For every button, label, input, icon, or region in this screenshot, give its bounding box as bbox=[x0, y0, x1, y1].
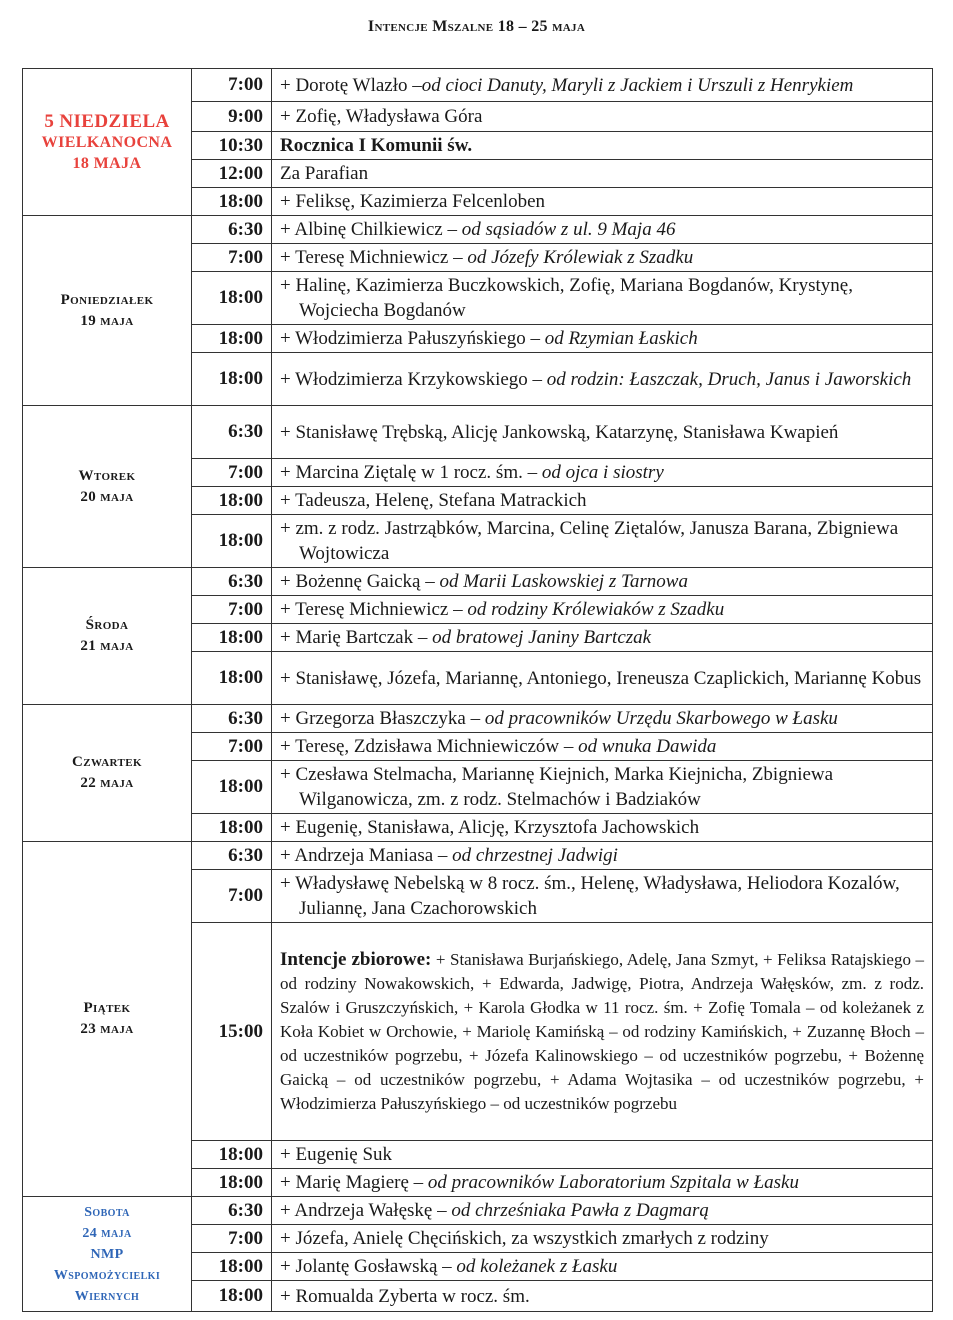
mass-time: 18:00 bbox=[192, 325, 272, 353]
mass-time: 6:30 bbox=[192, 568, 272, 596]
intention-text bbox=[272, 923, 933, 1141]
intention-requester: – od ojca i siostry bbox=[527, 462, 664, 483]
intention-for: + Zofię, Władysława Góra bbox=[280, 106, 483, 127]
mass-time: 18:00 bbox=[192, 624, 272, 652]
intention-for: + Marcina Ziętalę w 1 rocz. śm. bbox=[280, 462, 528, 483]
mass-time: 7:00 bbox=[192, 733, 272, 761]
intention-requester: – od koleżanek z Łasku bbox=[442, 1256, 618, 1277]
day-label-line: 19 maja bbox=[80, 312, 134, 329]
intention-text bbox=[272, 406, 933, 459]
table-row bbox=[23, 1197, 933, 1225]
intention-text bbox=[272, 1253, 933, 1281]
intention-for: + Władysławę Nebelską w 8 rocz. śm., Helenę, Władysława, Heliodora Kozalów, Juliannę, Jana Czachorowskich bbox=[280, 873, 900, 919]
intention-content bbox=[280, 161, 926, 186]
intention-text bbox=[272, 69, 933, 102]
table-row bbox=[23, 842, 933, 870]
intention-content bbox=[280, 273, 926, 323]
day-label-line: 5 NIEDZIELA bbox=[44, 110, 170, 132]
mass-time: 18:00 bbox=[192, 515, 272, 568]
intention-for: + Romualda Zyberta w rocz. śm. bbox=[280, 1285, 530, 1307]
table-row bbox=[23, 216, 933, 244]
day-label-line: NMP bbox=[90, 1246, 124, 1262]
intention-requester: – od sąsiadów z ul. 9 Maja 46 bbox=[447, 219, 676, 240]
day-label-cell bbox=[23, 705, 192, 842]
mass-time: 7:00 bbox=[192, 596, 272, 624]
intention-for: + Marię Bartczak bbox=[280, 627, 418, 648]
mass-time: 18:00 bbox=[192, 814, 272, 842]
intention-text bbox=[272, 842, 933, 870]
day-label-cell bbox=[23, 1197, 192, 1312]
mass-time: 7:00 bbox=[192, 459, 272, 487]
day-label-line: Piątek bbox=[83, 1000, 131, 1016]
mass-time: 18:00 bbox=[192, 487, 272, 515]
intention-content bbox=[280, 217, 926, 242]
intention-for: + Feliksę, Kazimierza Felcenloben bbox=[280, 191, 546, 212]
intention-text bbox=[272, 733, 933, 761]
intention-requester: – od pracowników Urzędu Skarbowego w Łasku bbox=[470, 708, 838, 729]
mass-time: 7:00 bbox=[192, 870, 272, 923]
mass-time: 7:00 bbox=[192, 244, 272, 272]
intention-content bbox=[280, 706, 926, 731]
mass-time: 7:00 bbox=[192, 69, 272, 102]
mass-time: 6:30 bbox=[192, 1197, 272, 1225]
intention-for: Rocznica I Komunii św. bbox=[280, 135, 473, 156]
intention-content bbox=[280, 1284, 926, 1309]
intention-requester: – od Józefy Królewiak z Szadku bbox=[453, 247, 694, 268]
intention-for: + Marię Magierę bbox=[280, 1172, 414, 1193]
intention-text bbox=[272, 272, 933, 325]
intention-content bbox=[280, 1254, 926, 1279]
intention-text bbox=[272, 870, 933, 923]
intention-text bbox=[272, 216, 933, 244]
intention-text bbox=[272, 353, 933, 406]
day-label-line: 21 maja bbox=[80, 638, 134, 654]
intention-requester: – od bratowej Janiny Bartczak bbox=[417, 627, 652, 648]
intention-text bbox=[272, 624, 933, 652]
day-label-line: 18 MAJA bbox=[72, 154, 142, 172]
intention-content bbox=[280, 516, 926, 566]
intention-content bbox=[280, 666, 926, 691]
day-label-line: 20 maja bbox=[80, 488, 134, 505]
mass-time: 18:00 bbox=[192, 272, 272, 325]
intention-text bbox=[272, 515, 933, 568]
intention-text bbox=[272, 596, 933, 624]
intention-requester: – od chrzestnej Jadwigi bbox=[437, 845, 618, 866]
intention-requester: – od chrześniaka Pawła z Dagmarą bbox=[437, 1200, 709, 1221]
intention-content bbox=[280, 1170, 926, 1195]
intention-for: + Jolantę Gosławską bbox=[280, 1256, 443, 1277]
intention-content bbox=[280, 326, 926, 351]
intention-text bbox=[272, 814, 933, 842]
intention-text bbox=[272, 132, 933, 160]
mass-time: 18:00 bbox=[192, 1281, 272, 1312]
intention-for: + Stanisławę Trębską, Alicję Jankowską, Katarzynę, Stanisława Kwapień bbox=[280, 421, 839, 443]
intention-content bbox=[280, 488, 926, 513]
day-label-line: WIELKANOCNA bbox=[41, 133, 173, 151]
intention-content bbox=[280, 104, 926, 129]
intention-text bbox=[272, 325, 933, 353]
table-row bbox=[23, 705, 933, 733]
intention-for: + Albinę Chilkiewicz bbox=[280, 219, 448, 240]
intention-text bbox=[272, 1197, 933, 1225]
intention-requester: – od Rzymian Łaskich bbox=[530, 328, 698, 349]
intention-for: + Grzegorza Błaszczyka bbox=[280, 708, 471, 729]
intention-content bbox=[280, 871, 926, 921]
intention-requester: –od cioci Danuty, Maryli z Jackiem i Urszuli z Henrykiem bbox=[412, 74, 854, 96]
table-row bbox=[23, 69, 933, 102]
intention-text bbox=[272, 1141, 933, 1169]
intention-for: + Czesława Stelmacha, Mariannę Kiejnich, Marka Kiejnicha, Zbigniewa Wilganowicza, zm. z rodz. Stelmachów i Badziaków bbox=[280, 764, 834, 810]
intention-requester: – od rodzin: Łaszczak, Druch, Janus i Jaworskich bbox=[532, 368, 912, 390]
mass-time: 18:00 bbox=[192, 1253, 272, 1281]
day-label-cell bbox=[23, 216, 192, 406]
intention-text bbox=[272, 652, 933, 705]
day-label-line: Czwartek bbox=[72, 754, 142, 770]
intention-content bbox=[280, 1226, 926, 1251]
intention-for: + Teresę Michniewicz bbox=[280, 247, 454, 268]
mass-time: 12:00 bbox=[192, 160, 272, 188]
day-label-line: 22 maja bbox=[80, 775, 134, 791]
intention-requester: – od rodziny Królewiaków z Szadku bbox=[453, 599, 725, 620]
intention-text bbox=[272, 1169, 933, 1197]
intention-content bbox=[280, 367, 926, 392]
intention-content bbox=[280, 569, 926, 594]
intention-content bbox=[280, 843, 926, 868]
day-label-line: Poniedziałek bbox=[60, 291, 154, 308]
collective-label: Intencje zbiorowe: bbox=[280, 948, 432, 970]
day-label-line: 23 maja bbox=[80, 1021, 134, 1037]
mass-time: 6:30 bbox=[192, 216, 272, 244]
intention-for: + Włodzimierza Pałuszyńskiego bbox=[280, 328, 531, 349]
day-label-cell bbox=[23, 568, 192, 705]
mass-time: 6:30 bbox=[192, 842, 272, 870]
intention-content bbox=[280, 420, 926, 445]
intention-text bbox=[272, 102, 933, 132]
intention-for: + Włodzimierza Krzykowskiego bbox=[280, 368, 533, 390]
intention-for: + Dorotę Wlazło bbox=[280, 74, 413, 96]
intention-for: + Bożennę Gaicką bbox=[280, 571, 426, 592]
intention-requester: – od wnuka Dawida bbox=[563, 736, 717, 757]
intention-content bbox=[280, 597, 926, 622]
intention-content bbox=[280, 245, 926, 270]
intention-text bbox=[272, 160, 933, 188]
intention-for: + Tadeusza, Helenę, Stefana Matrackich bbox=[280, 490, 587, 511]
intention-for: + Stanisława Burjańskiego, Adelę, Jana Szmyt, + Feliksa Ratajskiego – od rodziny Nowakowskich, + Edwarda, Jadwigę, Piotra, Andrzeja Wałęsków, zm. z rodz. Szalów i Gruszczyńskich, + Karola Głodka w 11 rocz. śm. + Zofię Tomala – od koleżanek z Koła Kobiet w Orchowie, + Mariolę Kamińską – od rodziny Kamińskich, + Zuzannę Błoch – od uczestników pogrzebu, + Józefa Kalinowskiego – od uczestników pogrzebu, + Bożennę Gaicką – od uczestników pogrzebu, + Adama Wojtasika – od uczestników pogrzebu, + Włodzimierza Pałuszyńskiego – od uczestników pogrzebu bbox=[280, 949, 924, 1113]
intention-for: + Halinę, Kazimierza Buczkowskich, Zofię, Mariana Bogdanów, Krystynę, Wojciecha Bogdanów bbox=[280, 275, 853, 321]
intention-for: + Eugenię Suk bbox=[280, 1144, 393, 1165]
table-row bbox=[23, 406, 933, 459]
mass-time: 18:00 bbox=[192, 353, 272, 406]
intention-text bbox=[272, 705, 933, 733]
intention-text bbox=[272, 487, 933, 515]
intention-for: + Stanisławę, Józefa, Mariannę, Antoniego, Ireneusza Czaplickich, Mariannę Kobus bbox=[280, 667, 922, 689]
mass-intentions-table bbox=[22, 68, 933, 1312]
day-label-line: Wtorek bbox=[78, 467, 136, 484]
intention-for: + zm. z rodz. Jastrząbków, Marcina, Celinę Ziętalów, Janusza Barana, Zbigniewa Wojtowicza bbox=[280, 518, 899, 564]
intention-text bbox=[272, 1281, 933, 1312]
intention-requester: – od Marii Laskowskiej z Tarnowa bbox=[425, 571, 688, 592]
intention-content bbox=[280, 133, 926, 158]
intention-requester: – od pracowników Laboratorium Szpitala w Łasku bbox=[413, 1172, 799, 1193]
intention-for: + Teresę, Zdzisława Michniewiczów bbox=[280, 736, 564, 757]
day-label-cell bbox=[23, 406, 192, 568]
intention-text bbox=[272, 761, 933, 814]
intention-text bbox=[272, 459, 933, 487]
intention-for: + Teresę Michniewicz bbox=[280, 599, 454, 620]
intention-for: + Andrzeja Wałęskę bbox=[280, 1200, 438, 1221]
page-title: Intencje Mszalne 18 – 25 maja bbox=[367, 18, 586, 35]
intention-for: + Andrzeja Maniasa bbox=[280, 845, 438, 866]
intention-content bbox=[280, 73, 926, 98]
intention-text bbox=[272, 1225, 933, 1253]
intention-content bbox=[280, 1198, 926, 1223]
intention-content bbox=[280, 815, 926, 840]
intention-for: + Józefa, Anielę Chęcińskich, za wszystkich zmarłych z rodziny bbox=[280, 1228, 769, 1249]
intention-content bbox=[280, 460, 926, 485]
mass-time: 10:30 bbox=[192, 132, 272, 160]
mass-time: 18:00 bbox=[192, 652, 272, 705]
mass-time: 6:30 bbox=[192, 705, 272, 733]
intention-content bbox=[280, 762, 926, 812]
intention-content bbox=[280, 625, 926, 650]
intention-text bbox=[272, 244, 933, 272]
intention-content bbox=[280, 734, 926, 759]
day-label-cell bbox=[23, 69, 192, 216]
mass-time: 15:00 bbox=[192, 923, 272, 1141]
day-label-line: Środa bbox=[85, 617, 129, 633]
intention-content bbox=[280, 1142, 926, 1167]
mass-time: 18:00 bbox=[192, 1169, 272, 1197]
intention-content bbox=[280, 948, 924, 1116]
day-label-line: Wspomożycielki bbox=[53, 1267, 161, 1283]
table-row bbox=[23, 568, 933, 596]
intention-content bbox=[280, 189, 926, 214]
mass-time: 18:00 bbox=[192, 1141, 272, 1169]
day-label-line: 24 maja bbox=[82, 1225, 132, 1241]
day-label-line: Sobota bbox=[84, 1204, 130, 1220]
intention-for: Za Parafian bbox=[280, 163, 369, 184]
intention-text bbox=[272, 568, 933, 596]
mass-time: 18:00 bbox=[192, 761, 272, 814]
mass-time: 7:00 bbox=[192, 1225, 272, 1253]
day-label-cell bbox=[23, 842, 192, 1197]
mass-time: 6:30 bbox=[192, 406, 272, 459]
mass-time: 18:00 bbox=[192, 188, 272, 216]
mass-time: 9:00 bbox=[192, 102, 272, 132]
intention-text bbox=[272, 188, 933, 216]
intention-for: + Eugenię, Stanisława, Alicję, Krzysztofa Jachowskich bbox=[280, 817, 700, 838]
day-label-line: Wiernych bbox=[74, 1288, 140, 1304]
